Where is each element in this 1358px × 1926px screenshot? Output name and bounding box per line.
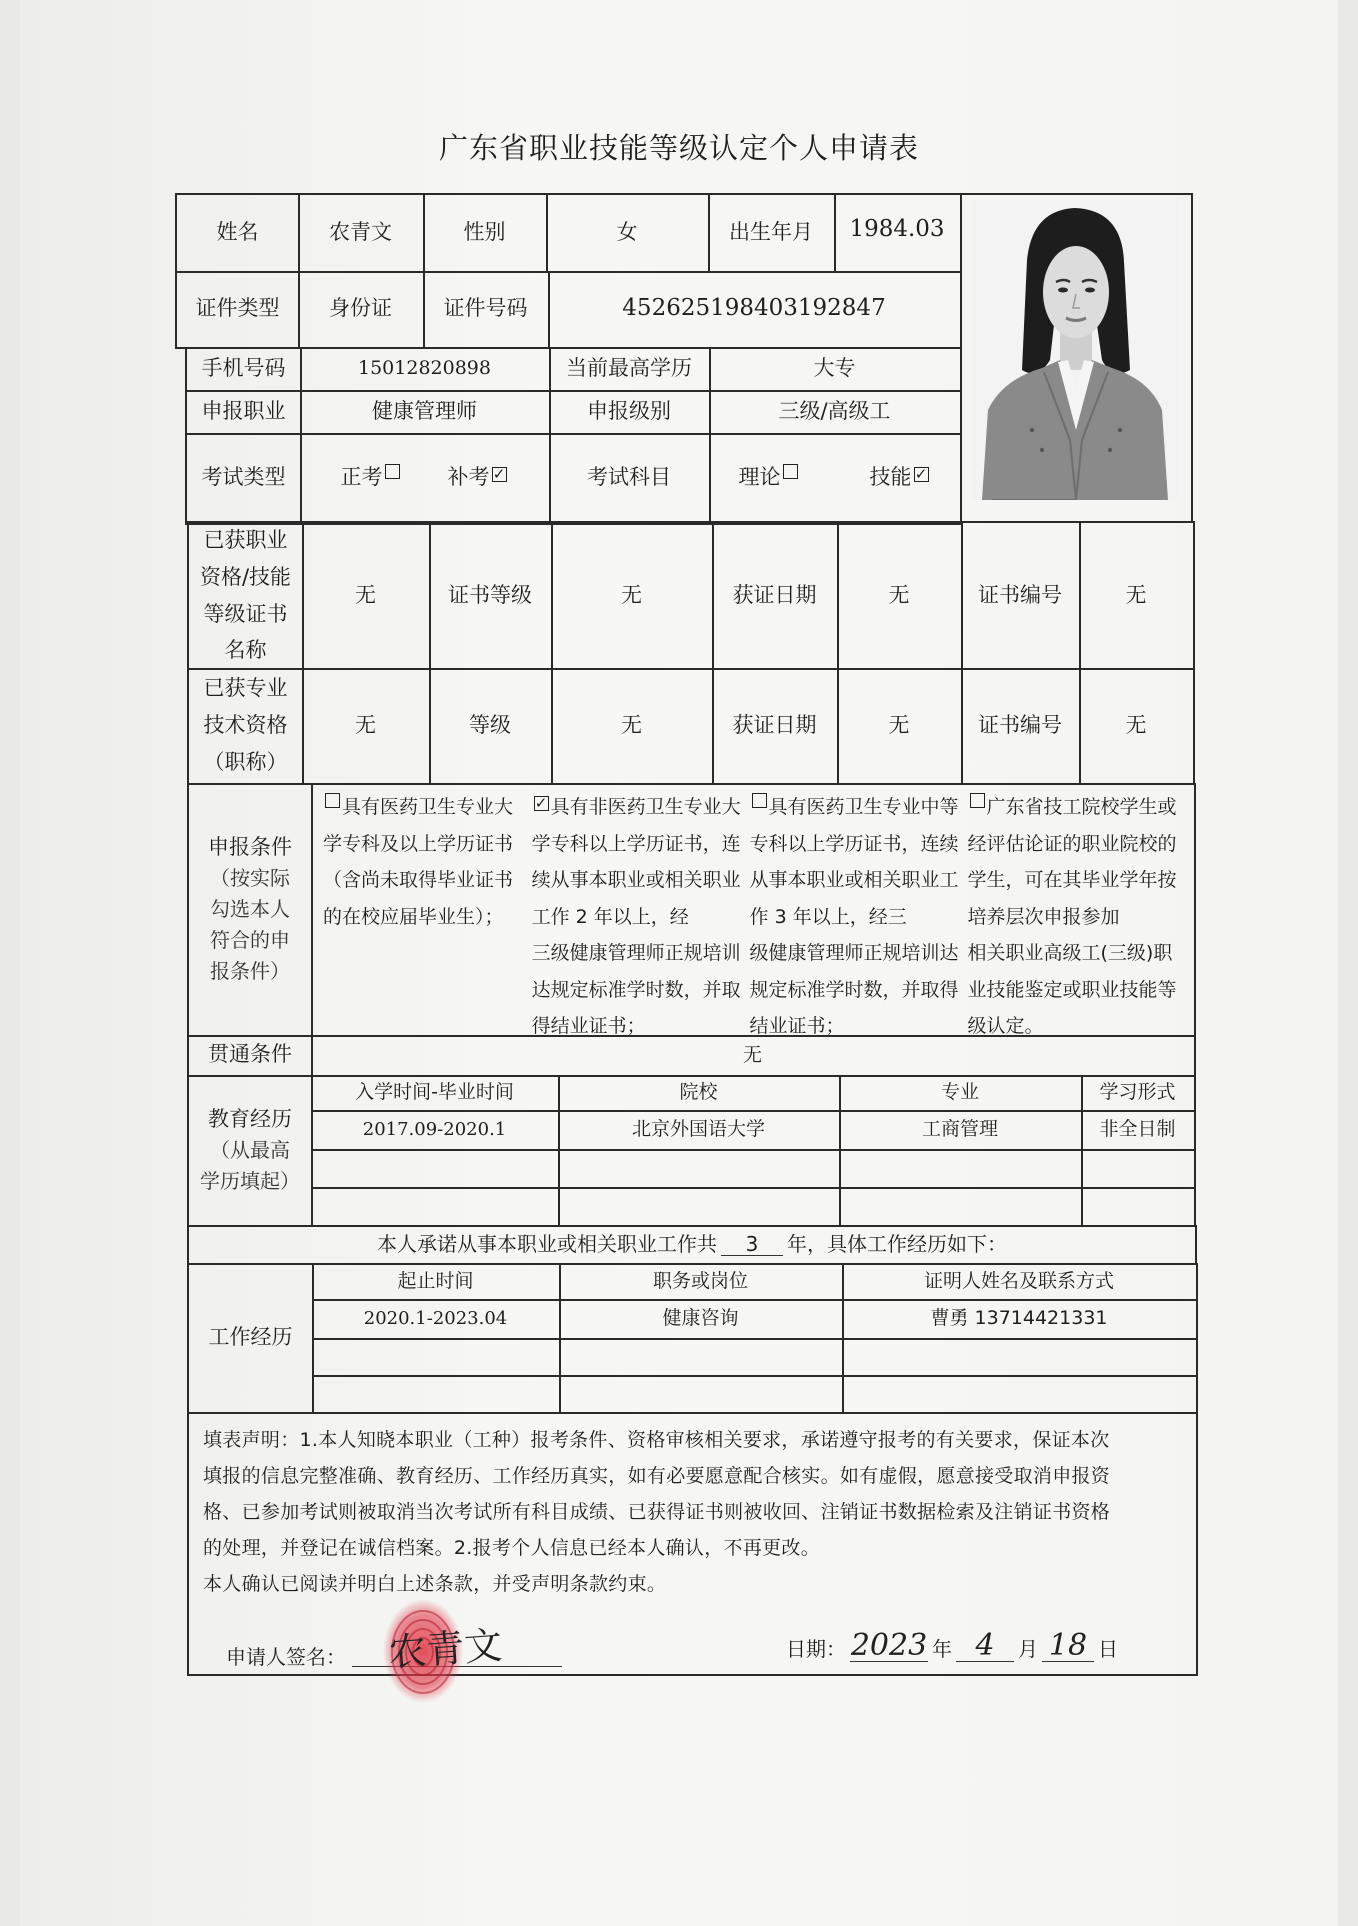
education-title: 教育经历 [208, 1106, 292, 1131]
edu-row-3-school [558, 1187, 841, 1227]
condition-4[interactable]: 广东省技工院校学生或经评估论证的职业院校的学生，可在其毕业学年按培养层次申报参加 相关职业高级工(三级)职业技能鉴定或职业技能等级认定。 [968, 789, 1185, 1045]
edu-row-1-school: 北京外国语大学 [558, 1110, 841, 1151]
edu-row-2-major [839, 1149, 1083, 1189]
exam-type-label: 考试类型 [185, 433, 302, 525]
job-value: 健康管理师 [300, 390, 551, 435]
work-row-3-position [559, 1375, 844, 1414]
subject-label: 考试科目 [549, 433, 711, 525]
qualification-no-label: 证书编号 [961, 521, 1081, 670]
job-label: 申报职业 [185, 390, 302, 435]
qualification-label-lines: 已获职业 资格/技能 等级证书 名称 [199, 528, 292, 663]
id-type-value: 身份证 [298, 271, 425, 349]
professional-no: 无 [1079, 668, 1195, 785]
work-header-period: 起止时间 [312, 1263, 561, 1301]
professional-name: 无 [302, 668, 431, 785]
work-row-2-position [559, 1338, 844, 1377]
edu-row-2-period [311, 1149, 560, 1189]
qualification-grade-label: 证书等级 [429, 521, 553, 670]
condition-1[interactable]: 具有医药卫生专业大学专科及以上学历证书（含尚未取得毕业证书的在校应届毕业生）； [323, 789, 532, 935]
work-row-1-witness: 曹勇 13714421331 [842, 1299, 1198, 1340]
exam-formal-checkbox[interactable] [385, 464, 400, 479]
edu-row-2-mode [1081, 1149, 1196, 1189]
edu-row-1-period: 2017.09-2020.1 [311, 1110, 560, 1151]
subject-theory-option[interactable]: 理论 [739, 464, 800, 491]
through-label: 贯通条件 [187, 1035, 313, 1077]
portrait-image [972, 200, 1178, 500]
id-no-label: 证件号码 [423, 271, 550, 349]
applicant-photo [972, 200, 1178, 500]
condition-3-checkbox[interactable] [752, 793, 767, 808]
professional-date-label: 获证日期 [712, 668, 839, 785]
work-row-3-witness [842, 1375, 1198, 1414]
date-month: 4 [956, 1631, 1014, 1662]
edu-row-3-period [311, 1187, 560, 1227]
conditions-hint: （按实际 勾选本人 符合的申 报条件） [210, 866, 290, 984]
qualification-date: 无 [837, 521, 963, 670]
edu-row-3-major [839, 1187, 1083, 1227]
work-promise: 本人承诺从事本职业或相关职业工作共 3 年，具体工作经历如下： [187, 1225, 1197, 1265]
form-title: 广东省职业技能等级认定个人申请表 [438, 131, 919, 165]
exam-formal-option[interactable]: 正考 [341, 464, 402, 491]
conditions-title: 申报条件 [208, 834, 292, 859]
edu-label: 当前最高学历 [549, 347, 711, 392]
exam-type-options [300, 433, 551, 525]
through-value: 无 [311, 1035, 1196, 1077]
condition-4-checkbox[interactable] [970, 793, 985, 808]
work-row-3-period [312, 1375, 561, 1414]
qualification-label [187, 521, 304, 670]
work-header-witness: 证明人姓名及联系方式 [842, 1263, 1198, 1301]
edu-row-1-mode: 非全日制 [1081, 1110, 1196, 1151]
gender-label: 性别 [423, 193, 548, 273]
conditions-label [187, 783, 313, 1037]
edu-row-3-mode [1081, 1187, 1196, 1227]
sign-date: 日期： 2023 年 4 月 18 日 [786, 1628, 1118, 1663]
exam-retake-option[interactable]: 补考 ✓ [447, 465, 506, 490]
professional-label [187, 668, 304, 785]
edu-row-2-school [558, 1149, 841, 1189]
work-header-position: 职务或岗位 [559, 1263, 844, 1301]
condition-3[interactable]: 具有医药卫生专业中等专科以上学历证书，连续从事本职业或相关职业工作 3 年以上，经三 级健康管理师正规培训达规定标准学时数，并取得结业证书； [750, 789, 968, 1045]
professional-grade: 无 [551, 668, 714, 785]
qualification-no: 无 [1079, 521, 1195, 670]
id-no-value: 452625198403192847 [548, 271, 962, 349]
professional-date: 无 [837, 668, 963, 785]
work-row-2-period [312, 1338, 561, 1377]
condition-2[interactable]: ✓ 具有非医药卫生专业大学专科以上学历证书，连续从事本职业或相关职业工作 2 年以上，经 三级健康管理师正规培训达规定标准学时数，并取得结业证书； [531, 794, 741, 1037]
declaration-text: 填表声明：1.本人知晓本职业（工种）报考条件、资格审核相关要求，承诺遵守报考的有关要求，保证本次 填报的信息完整准确、教育经历、工作经历真实，如有必要愿意配合核实。如有虚假，愿意接受取消申报资 格、已参加考试则被取消当次考试所有科目成绩、已获得证书则被收回、注销证书数据检索及注销证书资格 的处理，并登记在诚信档案。2.报考个人信息已经本人确认，不再更改。 本人确认已阅读并明白上述条款，并受声明条款约束。 [203, 1429, 1111, 1595]
date-day: 18 [1042, 1631, 1094, 1662]
signature: 农青文 [386, 1623, 504, 1675]
id-type-label: 证件类型 [175, 271, 300, 349]
condition-2-checkbox[interactable]: ✓ [534, 794, 548, 812]
level-value: 三级/高级工 [709, 390, 962, 435]
sign-label: 申请人签名： [226, 1645, 346, 1669]
exam-retake-checkbox[interactable]: ✓ [492, 465, 506, 484]
edu-header-mode: 学习形式 [1081, 1075, 1196, 1112]
subject-skill-checkbox[interactable]: ✓ [914, 465, 928, 484]
qualification-date-label: 获证日期 [712, 521, 839, 670]
condition-1-checkbox[interactable] [325, 793, 340, 808]
professional-no-label: 证书编号 [961, 668, 1081, 785]
work-row-1-position: 健康咨询 [559, 1299, 844, 1340]
subject-options [709, 433, 962, 525]
name-label: 姓名 [175, 193, 300, 273]
level-label: 申报级别 [549, 390, 711, 435]
subject-skill-option[interactable]: 技能 ✓ [869, 465, 928, 490]
birth-label: 出生年月 [708, 193, 836, 273]
edu-value: 大专 [709, 347, 962, 392]
subject-theory-checkbox[interactable] [783, 464, 798, 479]
phone-label: 手机号码 [185, 347, 302, 392]
edu-header-period: 入学时间-毕业时间 [311, 1075, 560, 1112]
qualification-grade: 无 [551, 521, 714, 670]
date-year: 2023 [850, 1628, 928, 1663]
education-label [187, 1075, 313, 1227]
birth-value: 1984.03 [834, 193, 962, 273]
education-hint: （从最高 学历填起） [200, 1138, 300, 1194]
work-years: 3 [721, 1233, 783, 1256]
gender-value: 女 [546, 193, 710, 273]
name-value: 农青文 [298, 193, 425, 273]
edu-header-school: 院校 [558, 1075, 841, 1112]
work-row-2-witness [842, 1338, 1198, 1377]
professional-label-lines: 已获专业 技术资格 （职称） [203, 676, 288, 774]
edu-row-1-major: 工商管理 [839, 1110, 1083, 1151]
edu-header-major: 专业 [839, 1075, 1083, 1112]
phone-value: 15012820898 [300, 347, 551, 392]
professional-grade-label: 等级 [429, 668, 553, 785]
work-label: 工作经历 [187, 1263, 314, 1414]
work-row-1-period: 2020.1-2023.04 [312, 1299, 561, 1340]
qualification-name: 无 [302, 521, 431, 670]
conditions-list [311, 783, 1196, 1037]
